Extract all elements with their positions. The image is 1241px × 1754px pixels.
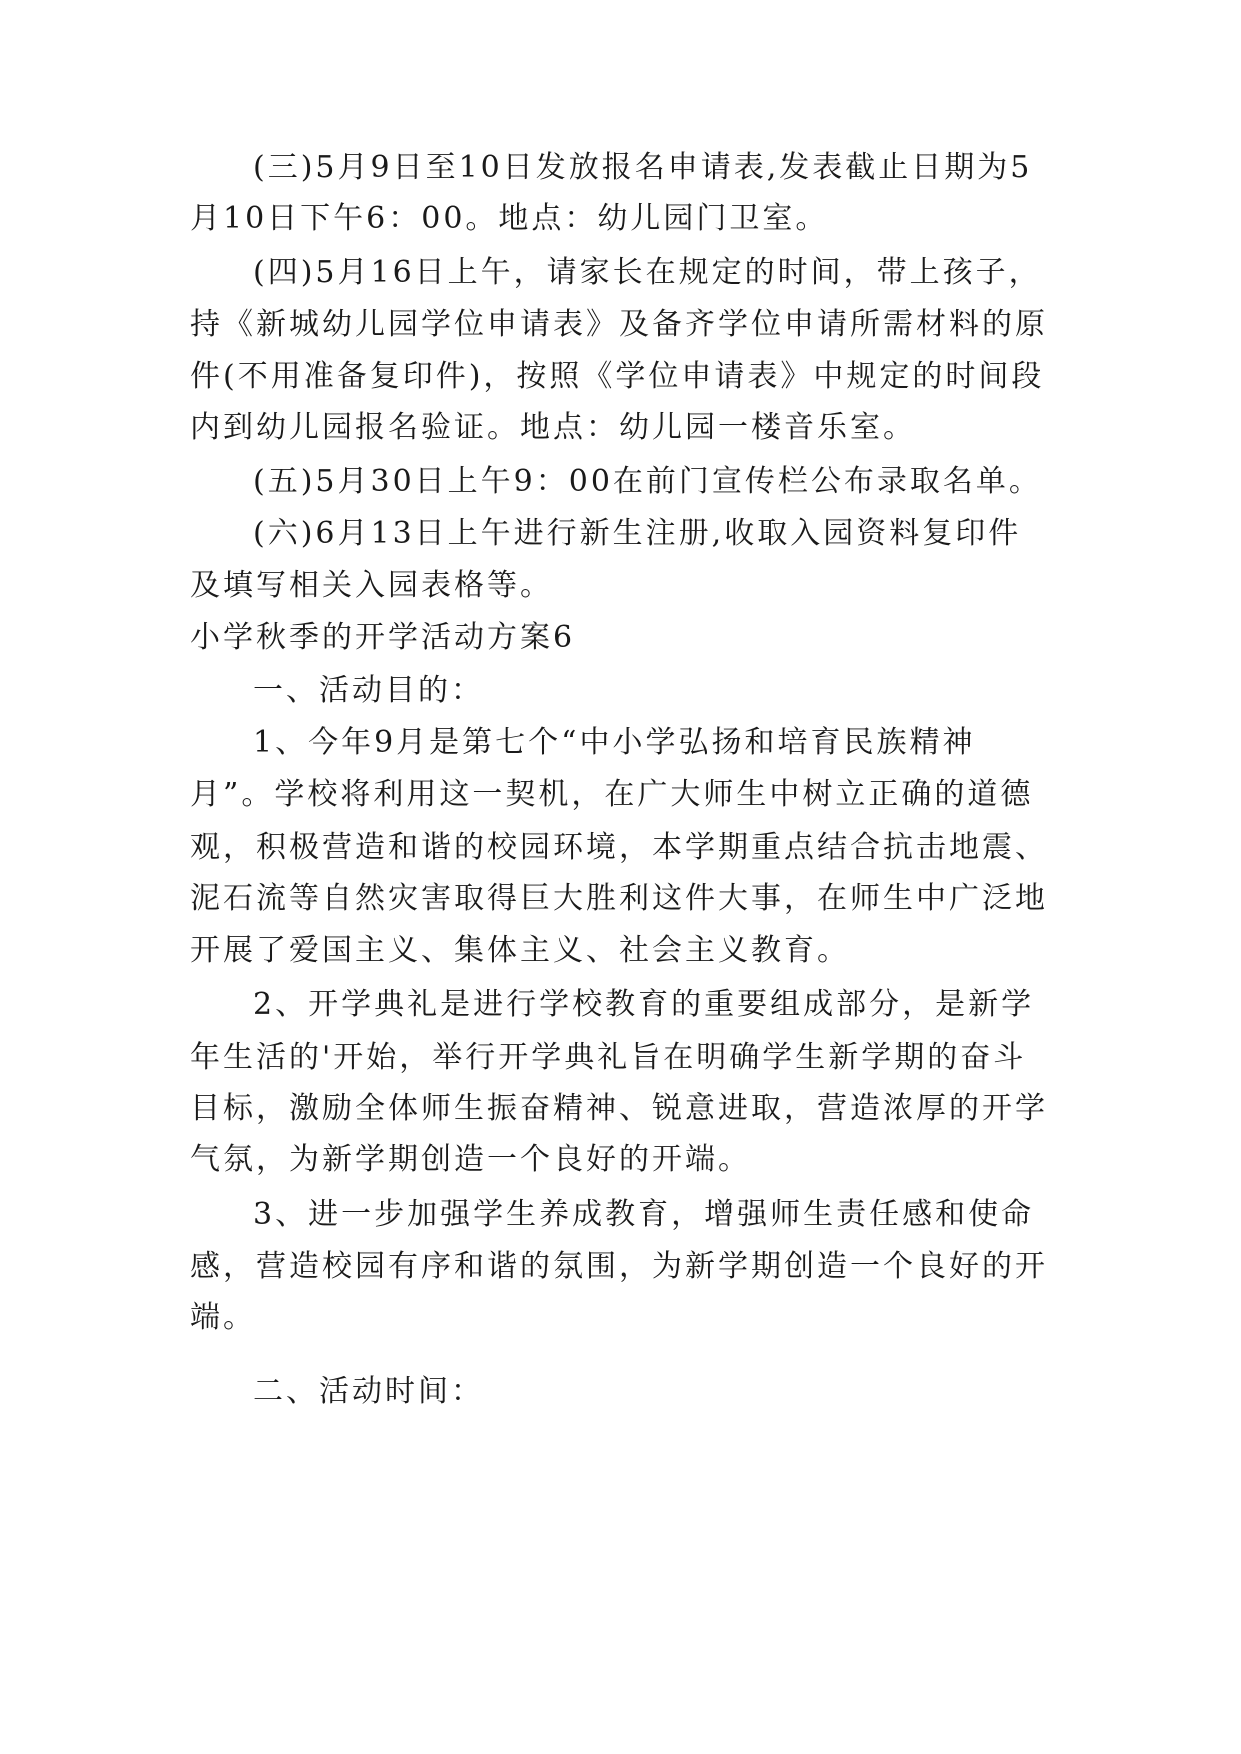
subsection-heading: 二、活动时间： <box>253 1374 484 1409</box>
text-line: 泥石流等自然灾害取得巨大胜利这件大事，在师生中广泛地 <box>190 881 1048 916</box>
text-line: 感，营造校园有序和谐的氛围，为新学期创造一个良好的开 <box>190 1249 1048 1284</box>
text-line: 内到幼儿园报名验证。地点：幼儿园一楼音乐室。 <box>190 410 916 445</box>
text-line: 气氛，为新学期创造一个良好的开端。 <box>190 1142 751 1177</box>
text-line: (五)5月30日上午9：00在前门宣传栏公布录取名单。 <box>253 464 1042 499</box>
text-line: 年生活的'开始，举行开学典礼旨在明确学生新学期的奋斗 <box>190 1040 1027 1075</box>
section-heading: 小学秋季的开学活动方案6 <box>190 620 576 655</box>
text-line: 3、进一步加强学生养成教育，增强师生责任感和使命 <box>253 1197 1035 1232</box>
text-line: 观，积极营造和谐的校园环境，本学期重点结合抗击地震、 <box>190 830 1048 865</box>
text-line: 1、今年9月是第七个“中小学弘扬和培育民族精神 <box>253 725 976 760</box>
text-line: (三)5月9日至10日发放报名申请表,发表截止日期为5 <box>253 150 1033 185</box>
text-line: 及填写相关入园表格等。 <box>190 568 553 603</box>
text-line: 2、开学典礼是进行学校教育的重要组成部分，是新学 <box>253 987 1035 1022</box>
text-line: 端。 <box>190 1300 256 1335</box>
text-line: (六)6月13日上午进行新生注册,收取入园资料复印件 <box>253 516 1022 551</box>
text-line: 持《新城幼儿园学位申请表》及备齐学位申请所需材料的原 <box>190 307 1048 342</box>
text-line: 件(不用准备复印件)，按照《学位申请表》中规定的时间段 <box>190 359 1045 394</box>
text-line: (四)5月16日上午，请家长在规定的时间，带上孩子， <box>253 255 1042 290</box>
subsection-heading: 一、活动目的： <box>253 673 484 708</box>
text-line: 月”。学校将利用这一契机，在广大师生中树立正确的道德 <box>190 777 1034 812</box>
text-line: 月10日下午6：00。地点：幼儿园门卫室。 <box>190 201 829 236</box>
text-line: 开展了爱国主义、集体主义、社会主义教育。 <box>190 933 850 968</box>
text-line: 目标，激励全体师生振奋精神、锐意进取，营造浓厚的开学 <box>190 1091 1048 1126</box>
